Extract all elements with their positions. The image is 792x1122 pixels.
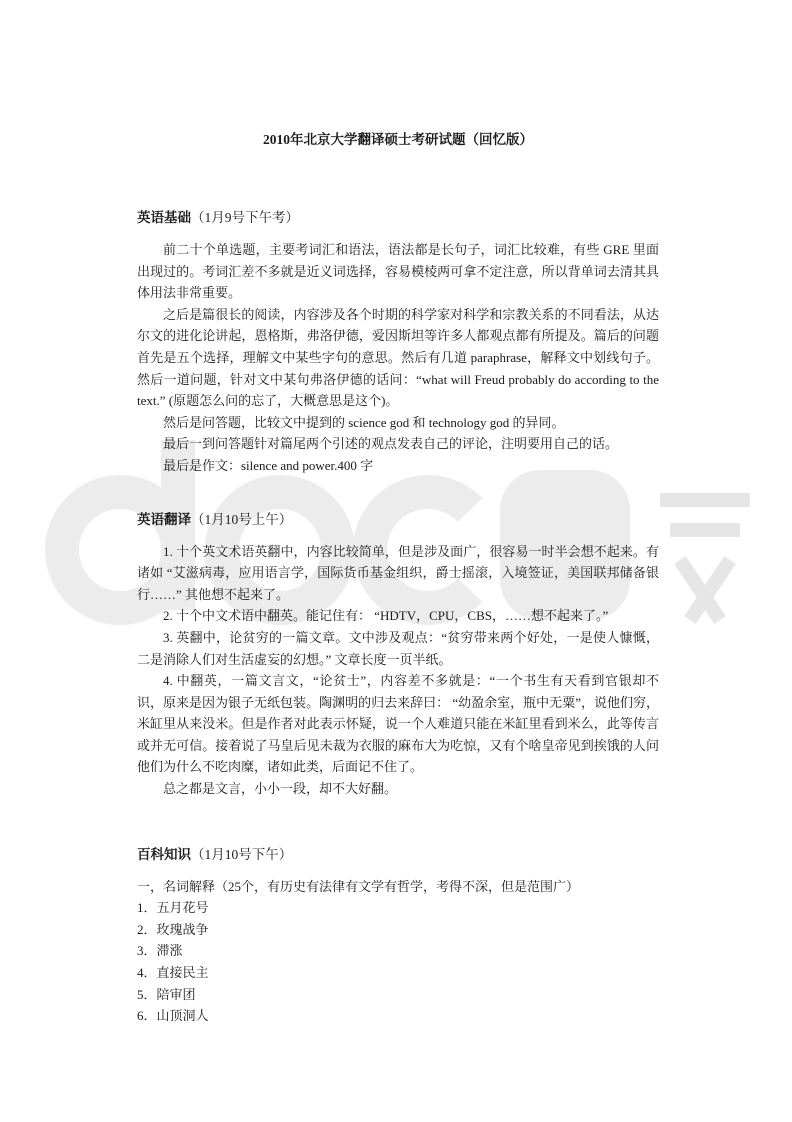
list-item: 1．五月花号 (137, 900, 209, 916)
section-english-translation (137, 511, 659, 800)
paragraph: 之后是篇很长的阅读，内容涉及各个时期的科学家对科学和宗教关系的不同看法，从达尔文的进化论讲起，恩格斯，弗洛伊德，爱因斯坦等许多人都观点都有所提及。篇后的问题首先是五个选择，理解文中某些字句的意思。然后有几道 paraphrase，解释文中划线句子。然后一道问题，针对文中某句弗洛伊德的话问：“what will Freud probably do according to the text.” (原题怎么问的忘了，大概意思是这个)。 (137, 306, 659, 409)
paragraph: 1. 十个英文术语英翻中，内容比较简单，但是涉及面广，很容易一时半会想不起来。有诸如 “艾滋病毒，应用语言学，国际货币基金组织，爵士摇滚，入境签证，美国联邦储备银行……” 其他想不起来了。 (137, 543, 659, 602)
list-item: 2．玫瑰战争 (137, 921, 209, 937)
section-english-basics (137, 209, 659, 477)
paragraph: 4. 中翻英，一篇文言文，“论贫士”，内容差不多就是：“一个书生有天看到官银却不识，原来是因为银子无纸包装。陶渊明的归去来辞曰： “幼盈余室，瓶中无粟”，说他们穷，米缸里从来没米。但是作者对此表示怀疑，说一个人难道只能在米缸里看到米么，此等传言或并无可信。接着说了马皇后见未裁为衣服的麻布大为吃惊，又有个啥皇帝见到挨饿的人问他们为什么不吃肉糜，诸如此类，后面记不住了。 (137, 673, 659, 775)
section-heading: 百科知识（1月10号下午） (137, 846, 293, 862)
paragraph: 总之都是文言，小小一段，却不大好翻。 (163, 781, 398, 797)
paragraph: 然后是问答题，比较文中提到的 science god 和 technology god 的异同。 (163, 414, 565, 430)
list-intro: 一，名词解释（25个，有历史有法律有文学有哲学，考得不深，但是范围广） (137, 878, 580, 894)
section-heading: 英语翻译（1月10号上午） (137, 511, 293, 527)
list-item: 3．滞涨 (137, 943, 183, 959)
list-item: 4．直接民主 (137, 965, 209, 981)
paragraph: 最后是作文：silence and power.400 字 (163, 457, 374, 473)
document-page (137, 0, 659, 1027)
paragraph: 最后一到问答题针对篇尾两个引述的观点发表自己的评论，注明要用自己的话。 (163, 436, 619, 452)
watermark-chinese-mark (660, 500, 750, 620)
section-heading: 英语基础（1月9号下午考） (137, 210, 299, 225)
paragraph: 前二十个单选题，主要考词汇和语法，语法都是长句子，词汇比较难，有些 GRE 里面出现过的。考词汇差不多就是近义词选择，容易模棱两可拿不定注意，所以背单词去清其具体用法非常重要。 (137, 242, 659, 301)
list-item: 5．陪审团 (137, 986, 196, 1002)
list-item: 6．山顶洞人 (137, 1008, 209, 1024)
page-title: 2010年北京大学翻译硕士考研试题（回忆版） (263, 132, 533, 147)
paragraph: 3. 英翻中，论贫穷的一篇文章。文中涉及观点：“贫穷带来两个好处，一是使人慷慨，二是消除人们对生活虚妄的幻想。” 文章长度一页半纸。 (137, 629, 659, 667)
paragraph: 2. 十个中文术语中翻英。能记住有： “HDTV，CPU，CBS，……想不起来了。” (163, 608, 609, 624)
section-general-knowledge (137, 846, 659, 1027)
